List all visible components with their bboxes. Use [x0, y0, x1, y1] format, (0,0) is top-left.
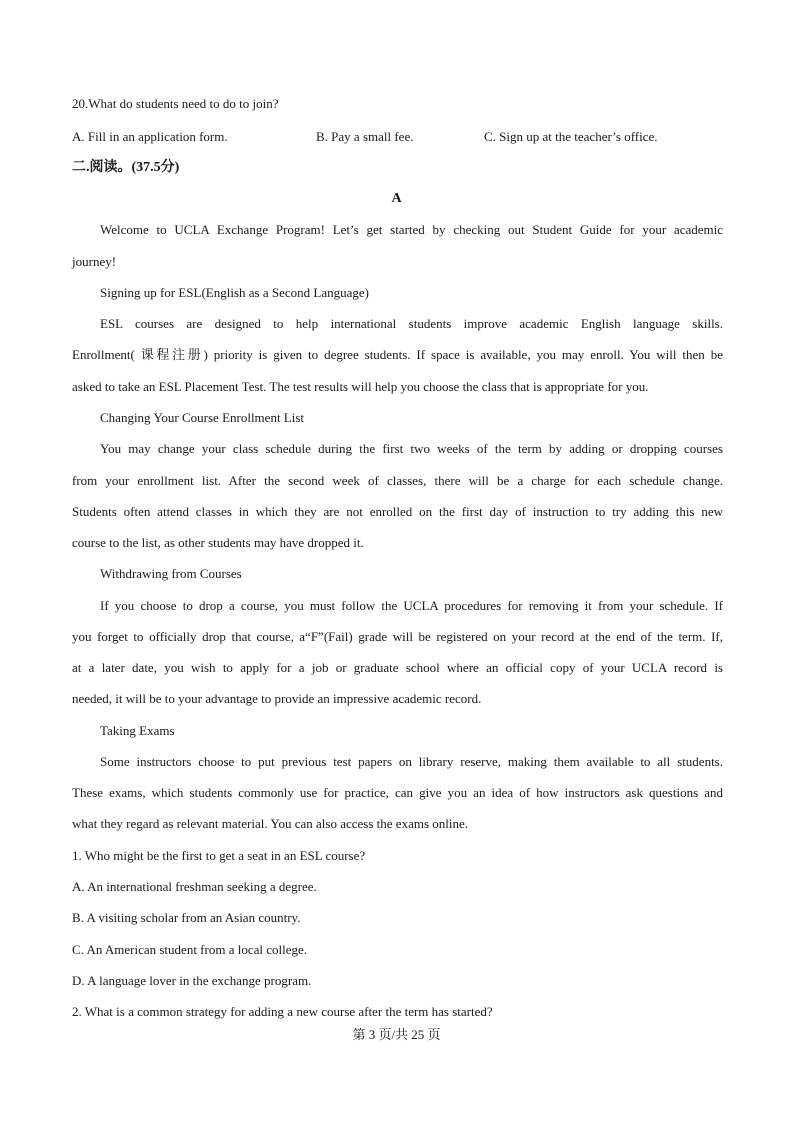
- changing-line-2: from your enrollment list. After the second week of classes, there will be a charge for each schedule change.: [72, 473, 723, 488]
- q20-options: [72, 129, 723, 145]
- q1-question: 1. Who might be the first to get a seat in an ESL course?: [72, 848, 366, 863]
- esl-line-3: asked to take an ESL Placement Test. The test results will help you choose the class that is appropriate for you.: [72, 379, 649, 394]
- exams-line-1: Some instructors choose to put previous test papers on library reserve, making them available to all students.: [100, 754, 723, 769]
- withdrawing-line-2: you forget to officially drop that course, a“F”(Fail) grade will be registered on your record at the end of the term. If,: [72, 629, 723, 644]
- section-heading: 二.阅读。(37.5分): [72, 160, 180, 175]
- section-heading-changing: Changing Your Course Enrollment List: [100, 410, 305, 425]
- q20-option-b: B. Pay a small fee.: [316, 129, 414, 144]
- q20-question: 20.What do students need to do to join?: [72, 96, 279, 111]
- page-footer: 第 3 页/共 25 页: [352, 1027, 441, 1042]
- withdrawing-line-3: at a later date, you wish to apply for a job or graduate school where an official copy of your UCLA record is: [72, 660, 723, 675]
- q1-option-a: A. An international freshman seeking a degree.: [72, 879, 317, 894]
- q20-option-c: C. Sign up at the teacher’s office.: [484, 129, 658, 144]
- exams-line-3: what they regard as relevant material. You can also access the exams online.: [72, 816, 468, 831]
- esl-line-1: ESL courses are designed to help international students improve academic English language skills.: [100, 316, 723, 331]
- section-heading-exams: Taking Exams: [100, 723, 175, 738]
- section-heading-esl: Signing up for ESL(English as a Second Language): [100, 285, 369, 300]
- changing-line-4: course to the list, as other students may have dropped it.: [72, 535, 364, 550]
- withdrawing-line-4: needed, it will be to your advantage to provide an impressive academic record.: [72, 691, 482, 706]
- q20-option-a: A. Fill in an application form.: [72, 129, 228, 144]
- intro-line-2: journey!: [72, 254, 117, 269]
- esl-line-2: Enrollment( 课程注册) priority is given to degree students. If space is available, you may enroll. You will then be: [72, 347, 723, 362]
- q1-option-d: D. A language lover in the exchange program.: [72, 973, 312, 988]
- q2-question: 2. What is a common strategy for adding a new course after the term has started?: [72, 1004, 493, 1019]
- passage-label: A: [391, 191, 402, 206]
- exams-line-2: These exams, which students commonly use for practice, can give you an idea of how instructors ask questions and: [72, 785, 723, 800]
- q1-option-b: B. A visiting scholar from an Asian country.: [72, 910, 301, 925]
- intro-line-1: Welcome to UCLA Exchange Program! Let’s get started by checking out Student Guide for your academic: [100, 222, 723, 237]
- changing-line-1: You may change your class schedule during the first two weeks of the term by adding or dropping courses: [100, 441, 723, 456]
- changing-line-3: Students often attend classes in which they are not enrolled on the first day of instruction to try adding this new: [72, 504, 723, 519]
- withdrawing-line-1: If you choose to drop a course, you must follow the UCLA procedures for removing it from your schedule. If: [100, 598, 723, 613]
- q1-option-c: C. An American student from a local college.: [72, 942, 308, 957]
- section-heading-withdrawing: Withdrawing from Courses: [100, 566, 242, 581]
